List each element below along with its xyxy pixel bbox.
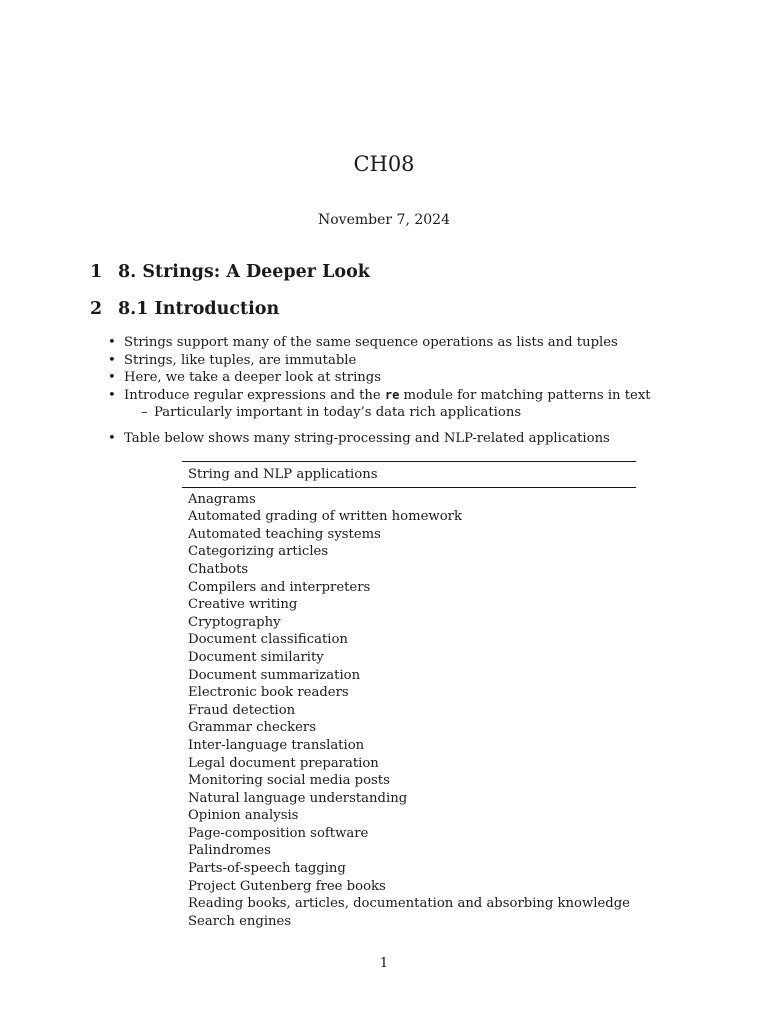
sub-list-item (124, 404, 651, 422)
table-row (182, 487, 636, 508)
section-number: 2 (90, 299, 103, 319)
table-cell: Creative writing (188, 597, 298, 613)
intro-bullet-list (106, 334, 651, 448)
bullet-icon: • (108, 430, 116, 446)
table-row (182, 508, 636, 526)
list-item-text: Here, we take a deeper look at strings (124, 370, 382, 386)
bullet-icon: • (108, 370, 116, 386)
table-cell: Electronic book readers (188, 685, 349, 701)
table-row (182, 719, 636, 737)
table-row (182, 913, 636, 931)
table-cell: Document summarization (188, 667, 361, 683)
table-row (182, 649, 636, 667)
table-body (182, 487, 636, 930)
table-row (182, 596, 636, 614)
table-cell: Cryptography (188, 614, 281, 630)
section-heading-2 (90, 297, 279, 321)
list-item (106, 369, 651, 387)
table-cell: Inter-language translation (188, 737, 365, 753)
table-row (182, 702, 636, 720)
list-item (106, 430, 651, 448)
table-cell: Fraud detection (188, 702, 296, 718)
text-segment: module for matching patterns in text (399, 387, 651, 403)
table-row (182, 807, 636, 825)
list-item (106, 334, 651, 352)
table-row (182, 667, 636, 685)
table-cell: Legal document preparation (188, 755, 379, 771)
table-header: String and NLP applications (182, 462, 636, 488)
table-row (182, 825, 636, 843)
inline-code: re (384, 387, 400, 402)
table-row (182, 860, 636, 878)
table-row (182, 631, 636, 649)
table-row (182, 579, 636, 597)
list-item-text: Strings, like tuples, are immutable (124, 352, 357, 368)
section-title: 8. Strings: A Deeper Look (118, 262, 370, 282)
table-cell: Monitoring social media posts (188, 773, 390, 789)
section-number: 1 (90, 262, 103, 282)
document-title: CH08 (353, 152, 415, 176)
table-row (182, 526, 636, 544)
section-title: 8.1 Introduction (118, 299, 280, 319)
table-row (182, 684, 636, 702)
sub-list-item-text: Particularly important in today’s data rich applications (154, 405, 522, 421)
table-cell: Grammar checkers (188, 720, 317, 736)
table-cell: Opinion analysis (188, 808, 299, 824)
bullet-icon: • (108, 335, 116, 350)
section-heading-1 (90, 260, 370, 284)
applications-table (182, 461, 636, 930)
list-item (106, 387, 651, 422)
table-row (182, 755, 636, 773)
table-cell: Page-composition software (188, 825, 369, 841)
list-item (106, 352, 651, 370)
table-cell: Categorizing articles (188, 544, 329, 560)
table-row (182, 772, 636, 790)
table-cell: Anagrams (188, 491, 256, 507)
document-date: November 7, 2024 (318, 212, 450, 228)
table-header-row (182, 462, 636, 488)
dash-icon: – (141, 405, 148, 421)
table-cell: Natural language understanding (188, 790, 408, 806)
text-segment: Introduce regular expressions and the (124, 387, 385, 403)
page-number: 1 (379, 956, 389, 971)
list-item-text: Strings support many of the same sequence operations as lists and tuples (124, 335, 618, 350)
table-row (182, 614, 636, 632)
table-row (182, 842, 636, 860)
table-cell: Palindromes (188, 843, 271, 859)
list-item-text (124, 388, 651, 403)
table-cell: Document classification (188, 632, 348, 648)
table-cell: Document similarity (188, 649, 324, 665)
bullet-icon: • (108, 387, 116, 403)
table-row (182, 737, 636, 755)
table-cell: Automated grading of written homework (188, 509, 462, 525)
table-row (182, 561, 636, 579)
bullet-icon: • (108, 352, 116, 368)
table-row (182, 878, 636, 896)
table-cell: Reading books, articles, documentation and absorbing knowledge (188, 896, 630, 912)
table-cell: Compilers and interpreters (188, 579, 371, 595)
table-cell: Chatbots (188, 561, 249, 577)
table-cell: Automated teaching systems (188, 526, 381, 542)
table-row (182, 790, 636, 808)
table-cell: Parts-of-speech tagging (188, 861, 346, 877)
list-item-text: Table below shows many string-processing and NLP-related applications (124, 430, 610, 446)
table-row (182, 543, 636, 561)
table-row (182, 895, 636, 913)
table-cell: Project Gutenberg free books (188, 878, 386, 894)
table-cell: Search engines (188, 913, 292, 929)
sub-bullet-list (124, 404, 651, 422)
